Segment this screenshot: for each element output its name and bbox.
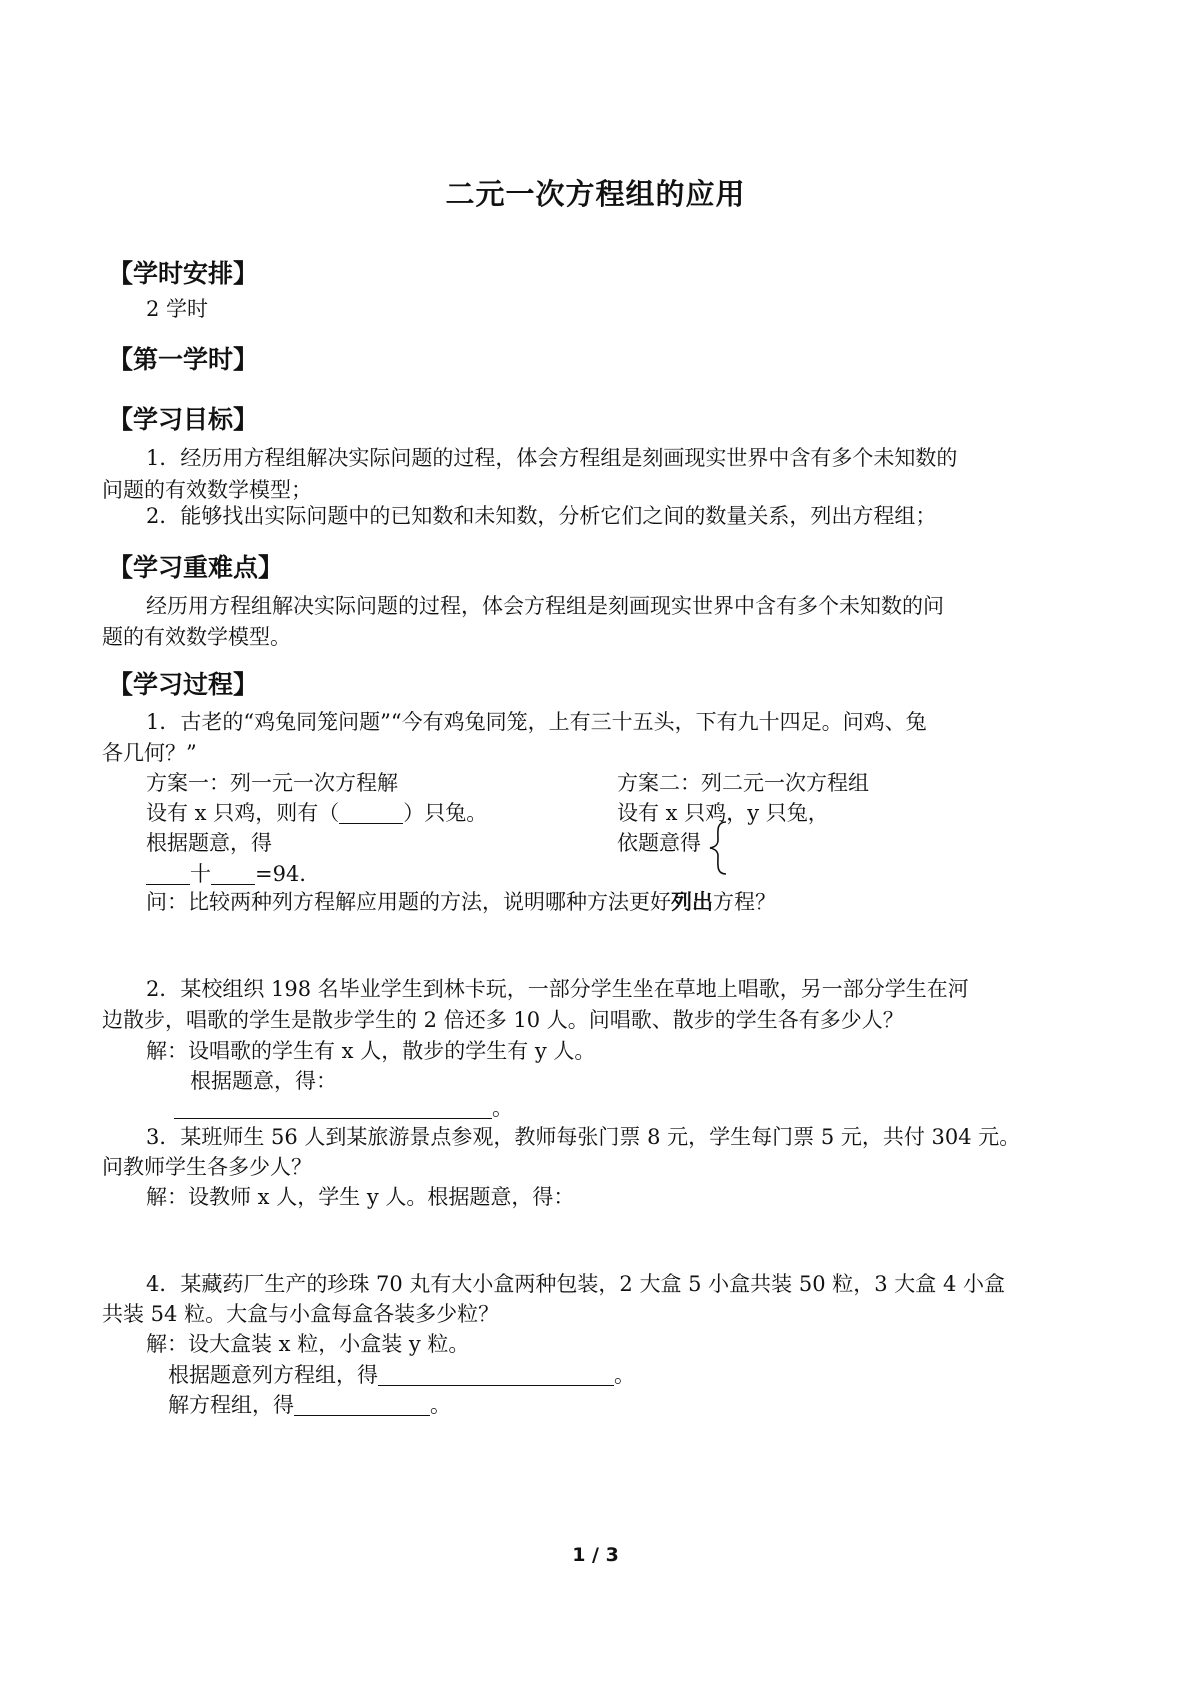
goal-1-line-2: 问题的有效数学模型； xyxy=(102,478,312,502)
question-2-line-1: 2．某校组织 198 名毕业学生到林卡玩，一部分学生坐在草地上唱歌，另一部分学生在河 xyxy=(146,977,969,1001)
goal-1-line-1: 1．经历用方程组解决实际问题的过程，体会方程组是刻画现实世界中含有多个未知数的 xyxy=(146,446,958,470)
question-4-line-2: 共装 54 粒。大盒与小盒每盒各装多少粒？ xyxy=(102,1302,500,1326)
plan-a-line-1 xyxy=(146,797,487,829)
equation-result: =94． xyxy=(255,862,321,886)
question-3-solution: 解：设教师 x 人，学生 y 人。根据题意，得： xyxy=(146,1185,575,1209)
key-points-line-2: 题的有效数学模型。 xyxy=(102,625,291,649)
goal-2: 2．能够找出实际问题中的已知数和未知数，分析它们之间的数量关系，列出方程组； xyxy=(146,504,937,528)
question-2-solution-1: 解：设唱歌的学生有 x 人，散步的学生有 y 人。 xyxy=(146,1039,596,1063)
question-4-solution-1: 解：设大盒装 x 粒，小盒装 y 粒。 xyxy=(146,1332,470,1356)
plan-a-title: 方案一：列一元一次方程解 xyxy=(146,771,398,795)
answer-blank[interactable] xyxy=(174,1096,492,1119)
question-4-solution-3 xyxy=(168,1389,451,1421)
question-1-line-1: 1．古老的“鸡兔同笼问题”“今有鸡兔同笼，上有三十五头，下有九十四足。问鸡、兔 xyxy=(146,710,927,734)
plan-a-line-1-start: 设有 x 只鸡，则有（ xyxy=(146,801,340,825)
question-2-solution-2: 根据题意，得： xyxy=(190,1069,337,1093)
question-3-line-2: 问教师学生各多少人？ xyxy=(102,1155,312,1179)
compare-question-end: 方程？ xyxy=(713,890,776,914)
question-2-line-2: 边散步，唱歌的学生是散步学生的 2 倍还多 10 人。问唱歌、散步的学生各有多少人？ xyxy=(102,1008,904,1032)
question-1-line-2: 各几何？” xyxy=(102,741,197,765)
plan-b-line-1: 设有 x 只鸡，y 只兔， xyxy=(617,801,829,825)
page-number: 1 / 3 xyxy=(572,1544,619,1566)
period: 。 xyxy=(430,1393,451,1417)
question-4-solution-2-text: 根据题意列方程组，得 xyxy=(168,1363,378,1387)
equation-system-brace xyxy=(706,820,730,876)
heading-goals: 【学习目标】 xyxy=(108,405,259,434)
plan-a-line-2: 根据题意，得 xyxy=(146,831,272,855)
compare-question xyxy=(146,886,776,918)
answer-blank[interactable] xyxy=(294,1393,430,1416)
schedule-text: 2 学时 xyxy=(146,297,209,321)
plus-sign: 十 xyxy=(190,862,211,886)
answer-blank[interactable] xyxy=(211,862,255,885)
question-4-solution-3-text: 解方程组，得 xyxy=(168,1393,294,1417)
heading-first-session: 【第一学时】 xyxy=(108,345,259,374)
key-points-line-1: 经历用方程组解决实际问题的过程，体会方程组是刻画现实世界中含有多个未知数的问 xyxy=(146,594,944,618)
compare-question-start: 问：比较两种列方程解应用题的方法，说明哪种方法更好 xyxy=(146,890,671,914)
heading-key-points: 【学习重难点】 xyxy=(108,553,284,582)
heading-schedule: 【学时安排】 xyxy=(108,259,259,288)
question-4-line-1: 4．某藏药厂生产的珍珠 70 丸有大小盒两种包装，2 大盒 5 小盒共装 50 粒，3 大盒 4 小盒 xyxy=(146,1272,1005,1296)
plan-b-line-2: 依题意得 xyxy=(617,831,701,855)
answer-blank[interactable] xyxy=(146,862,190,885)
plan-a-line-1-end: ）只兔。 xyxy=(403,801,488,825)
plan-b-title: 方案二：列二元一次方程组 xyxy=(617,771,869,795)
answer-blank[interactable] xyxy=(339,801,403,824)
question-3-line-1: 3．某班师生 56 人到某旅游景点参观，教师每张门票 8 元，学生每门票 5 元，共付 304 元。 xyxy=(146,1125,1021,1149)
question-2-answer-line xyxy=(174,1092,513,1124)
question-4-solution-2 xyxy=(168,1359,635,1391)
document-title: 二元一次方程组的应用 xyxy=(445,177,746,211)
answer-blank[interactable] xyxy=(378,1363,614,1386)
heading-process: 【学习过程】 xyxy=(108,670,259,699)
compare-question-emphasis: 列出 xyxy=(671,890,713,914)
period: 。 xyxy=(614,1363,635,1387)
period: 。 xyxy=(492,1096,513,1120)
